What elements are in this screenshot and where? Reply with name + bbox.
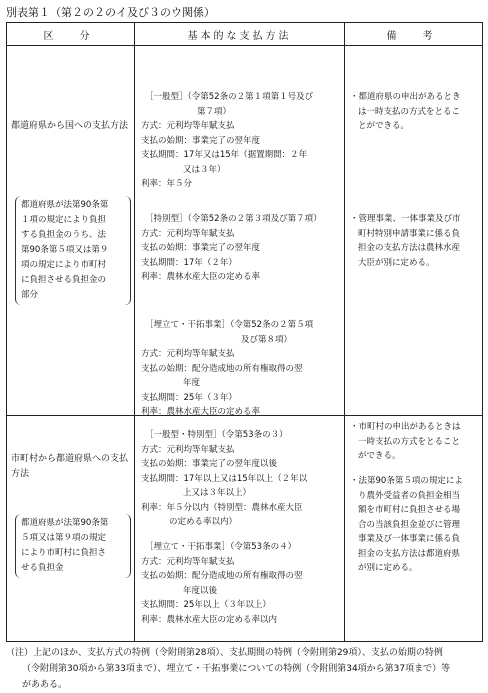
row1-method-cell [135, 46, 345, 416]
row2-category-cell [7, 416, 135, 642]
row2-method-cell [135, 416, 345, 642]
table-header-row [7, 23, 483, 46]
table-row [7, 416, 483, 642]
header-method: 基本的な支払方法 [135, 23, 345, 46]
header-category: 区 分 [7, 23, 135, 46]
footnote: （注）上記のほか、支払方式の特例（令附則第28項）、支払期間の特例（令附則第29項）、支払の始期の特例 （令附則第30項から第33項まで）、埋立て・干拓事業についての特例（令附則第34項から第37項まで）等 があある。 [6, 648, 451, 690]
header-remarks: 備 考 [345, 23, 483, 46]
row1-note-2: ・管理事業、一体事業及び市 町村特別申請事業に係る負 担金の支払方法は農林水産 大臣が別に定める。 [350, 214, 461, 268]
row2-block-general: ［一般型・特別型］（令第53条の３） 方式：元利均等年賦支払 支払の始期：事業完了の翌年度以後 支払期間：17年以上又は15年以上（２年以 上又は３年以上） 利率：年５分以内（特別型：農林水産大臣 の定める率以内） [141, 430, 308, 527]
row2-remarks-cell [345, 416, 483, 642]
row1-category-cell [7, 46, 135, 416]
row1-block-special: ［特別型］（令第52条の２第３項及び第７項） 方式：元利均等年賦支払 支払の始期：事業完了の翌年度 支払期間：17年（２年） 利率：農林水産大臣の定める率 [141, 214, 322, 282]
row2-block-reclamation: ［埋立て・干拓事業］（令第53条の４） 方式：元利均等年賦支払 支払の始期：配分造成地の所有権取得の翌 年度以後 支払期間：25年以上（３年以上） 利率：農林水産大臣の定める率以内 [141, 542, 303, 625]
row1-note-1: ・都道府県の申出があるとき は一時支払の方式をとるこ とができる。 [350, 92, 461, 131]
table-row [7, 46, 483, 416]
row1-block-general: ［一般型］（令第52条の２第１項第１号及び 第７項） 方式：元利均等年賦支払 支払の始期：事業完了の翌年度 支払期間：17年又は15年（据置期間：２年 又は３年） 利率：年５分 [141, 92, 314, 189]
payment-method-table [6, 22, 483, 642]
row1-remarks-cell [345, 46, 483, 416]
row2-category: 市町村から都道府県への支払 方法 [11, 454, 129, 479]
row1-category: 都道府県から国への支払方法 [11, 121, 129, 131]
row1-block-reclamation: ［埋立て・干拓事業］（令第52条の２第５項 及び第８項） 方式：元利均等年賦支払 支払の始期：配分造成地の所有権取得の翌 年度 支払期間：25年（３年） 利率：農林水産大臣の定める率 [141, 320, 314, 417]
row2-note-1: ・市町村の申出があるときは 一時支払の方式をとること ができる。 [350, 422, 461, 461]
row2-note-2: ・法第90条第５項の規定によ り農外受益者の負担金相当 額を市町村に負担させる場 合の当該負担金並びに管理 事業及び一体事業に係る負 担金の支払方法は都道府県 が別に定める。 [350, 476, 463, 573]
page-title: 別表第１（第２の２のイ及び３のウ関係） [6, 6, 215, 19]
row1-subnote: 都道府県が法第90条第 １項の規定により負担 する負担金のうち、法 第90条第５項又は第９ 項の規定により市町村 に負担させる負担金の 部分 [15, 196, 131, 305]
row2-subnote: 都道府県が法第90条第 ５項又は第９項の規定 により市町村に負担さ せる負担金 [15, 514, 131, 578]
